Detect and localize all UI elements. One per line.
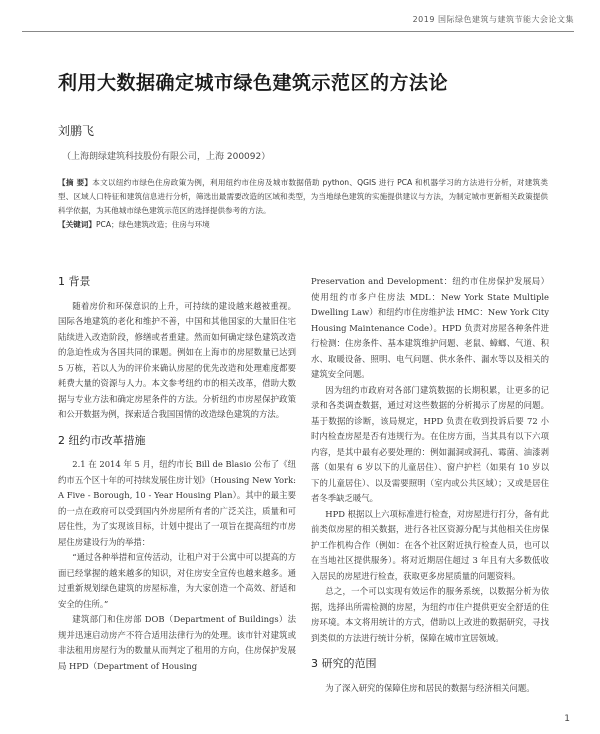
section-heading-scope: 3 研究的范围 [311,657,377,670]
page-number: 1 [564,714,570,724]
abstract [58,176,548,218]
keywords-label: 【关键词】 [58,220,96,229]
running-header: 2019 国际绿色建筑与建筑节能大会论文集 [412,15,574,24]
paragraph: 随着房价和环保意识的上升，可持续的建设越来越被重视。国际各地建筑的老化和维护不善，中国和其他国家的大量旧住宅陆续进入改造阶段，修缮或者重建。然而如何确定绿色建筑改造的急迫性成为各国共同的课题。例如在上海市的房屋数量已达到 5 万栋，若以人为的评价来确认房屋的优先改造和处理难度都要耗费大量的资源与人力。本文参考纽约市的相关改革，借助大数据与专业方法和确定房屋条件的方法。分析纽约市房屋保护政策和公开数据为例，探索适合我国国情的改造绿色建筑的方法。 [58,300,296,419]
abstract-text: 本文以纽约市绿色住房政策为例，利用纽约市住房及城市数据借助 python、QGIS 进行 PCA 和机器学习的方法进行分析，对建筑类型、区域人口特征和建筑信息进行分析，筛选出最需要改造的区域和类型，为当地绿色建筑的实施提供建议与方法，为制定城市更新相关政策提供科学依据，为其他城市绿色建筑示范区的选择提供参考的方法。 [58,178,548,215]
author-name: 刘鹏飞 [58,124,95,138]
paragraph: 因为纽约市政府对各部门建筑数据的长期积累，让更多的记录和各类调查数据，通过对这些数据的分析揭示了房屋的问题。基于数据的诊断，该局规定，HPD 负责在收到投诉后要 72 小时内检查房屋是否有违规行为。在住房方面，当其具有以下六项内容，是其中最有必要处理的：例如漏洞或洞孔、霉菌、油漆剥落（如果有 6 岁以下的儿童居住）、窗户护栏（如果有 10 岁以下的儿童居住）、以及需要照明（室内或公共区域）；又或是居住者冬季缺乏暖气。 [311,384,549,503]
paragraph: Preservation and Development：纽约市住房保护发展局）使用纽约市多户住房法 MDL：New York State Multiple Dwelling Law）和纽约市住房维护法 HMC：New York City Housing Maintenance Code）。HPD 负责对房屋各种条件进行检测：住房条件、基本建筑维护问题、老鼠、蟑螂、气道、积水、取暖设备、照明、电气问题、供水条件、漏水等以及相关的建筑安全问题。 [311,276,549,379]
abstract-label: 【摘 要】 [58,178,93,187]
author-affiliation: （上海朗绿建筑科技股份有限公司，上海 200092） [62,152,271,162]
right-column [311,274,549,696]
paragraph: 建筑部门和住房部 DOB（Department of Buildings）法规并迅速启动房产不符合适用法律行为的处理。该市针对建筑或非法租用房屋行为的数量从而判定了租用的方向，住房保护发展局 HPD（Department of Housing [58,614,296,671]
quote-paragraph: “通过各种举措和宣传活动，让租户对于公寓中可以提高的方面已经掌握的越来越多的知识，对住房安全宣传也越来越多。通过重新规划绿色建筑的房屋标准，为大家创造一个高效、舒适和安全的住所。” [58,552,296,609]
paragraph: 为了深入研究的保障住房和居民的数据与经济相关问题。 [325,682,535,693]
section-heading-background: 1 背景 [58,275,91,288]
paragraph: 总之，一个可以实现有效运作的服务系统，以数据分析为依据，选择出所需检测的房屋，为纽约市住户提供更安全舒适的住房环境。本文将用统计的方式，借助以上改进的数据研究，寻找到类似的方法进行统计分析，保障在城市宜居领域。 [311,586,549,643]
section-heading-nyc-reform: 2 纽约市改革措施 [58,433,146,447]
left-column [58,274,296,674]
keywords [58,218,548,232]
paragraph: 2.1 在 2014 年 5 月，纽约市长 Bill de Blasio 公布了《纽约市五个区十年的可持续发展住房计划》（Housing New York: A Five - Borough, 10 - Year Housing Plan）。其中的最主要的一点在政府可以受到国内外房屋所有者的广泛关注，质量和可居住性，为了实现该目标，计划中提出了一项旨在提高纽约市房屋住房建设行为的举措： [58,459,296,547]
abstract-block [58,176,548,232]
keywords-text: PCA；绿色建筑改造；住房与环境 [95,220,210,229]
paper-title: 利用大数据确定城市绿色建筑示范区的方法论 [58,72,449,94]
paragraph: HPD 根据以上六项标准进行检查，对房屋进行打分，备有此前类似房屋的相关数据，进行各社区资源分配与其他相关住房保护工作机构合作（例如：在各个社区附近执行检查人员，也可以在当地社区提供服务）。将对近期居住超过 3 年且有大多数低收入居民的房屋进行检查，获取更多房屋质量的问题资料。 [311,508,549,581]
header-rule [22,31,574,32]
